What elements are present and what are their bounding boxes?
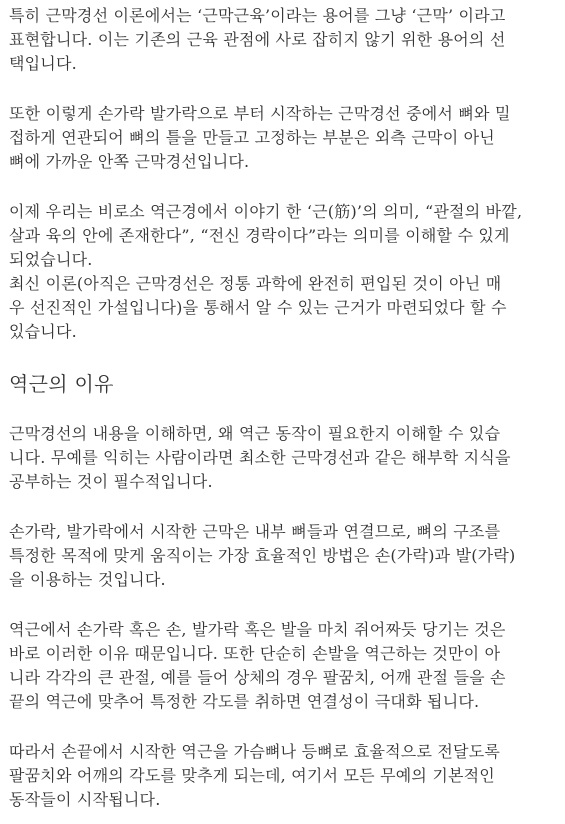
text-line: 니라 각각의 큰 관절, 예를 들어 상체의 경우 팔꿈치, 어깨 관절 들을 손 xyxy=(9,668,506,687)
paragraph-meaning-of-geun xyxy=(9,200,548,272)
text-line: 바로 이러한 이유 때문입니다. 또한 단순히 손발을 역근하는 것만이 아 xyxy=(9,644,501,663)
text-line: 표현합니다. 이는 기존의 근육 관점에 사로 잡히지 않기 위한 용어의 선 xyxy=(9,30,506,49)
text-line: 최신 이론(아직은 근막경선은 정통 과학에 완전히 편입된 것이 아닌 매 xyxy=(9,274,502,293)
text-line: 특히 근막경선 이론에서는 ‘근막근육’이라는 용어를 그냥 ‘근막’ 이라고 xyxy=(9,6,506,25)
text-line: 우 선진적인 가설입니다)을 통해서 알 수 있는 근거가 마련되었다 할 수 xyxy=(9,298,507,317)
text-line: 역근에서 손가락 혹은 손, 발가락 혹은 발을 마치 쥐어짜듯 당기는 것은 xyxy=(9,620,506,639)
text-line: 손가락, 발가락에서 시작한 근막은 내부 뼈들과 연결므로, 뼈의 구조를 xyxy=(9,522,501,541)
text-line: 을 이용하는 것입니다. xyxy=(9,570,166,589)
text-line: 택입니다. xyxy=(9,54,77,73)
text-line: 되었습니다. xyxy=(9,250,93,269)
text-line: 또한 이렇게 손가락 발가락으로 부터 시작하는 근막경선 중에서 뼈와 밀 xyxy=(9,104,511,123)
text-line: 살과 육의 안에 존재한다”, “전신 경락이다”라는 의미를 이해할 수 있게 xyxy=(9,226,510,245)
paragraph-conclusion xyxy=(9,740,548,812)
text-line: 공부하는 것이 필수적입니다. xyxy=(9,472,213,491)
paragraph-fingers-toes xyxy=(9,520,548,592)
paragraph-why-needed xyxy=(9,422,548,494)
section-heading: 역근의 이유 xyxy=(9,372,114,396)
paragraph-latest-theory xyxy=(9,272,548,344)
text-line: 뼈에 가까운 안쪽 근막경선입니다. xyxy=(9,152,250,171)
text-line: 동작들이 시작됩니다. xyxy=(9,790,161,809)
text-line: 접하게 연관되어 뼈의 틀을 만들고 고정하는 부분은 외측 근막이 아닌 xyxy=(9,128,495,147)
paragraph-fascia-term xyxy=(9,0,548,76)
text-line: 니다. 무예를 익히는 사람이라면 최소한 근막경선과 같은 해부학 지식을 xyxy=(9,448,511,467)
paragraph-squeeze-reason xyxy=(9,618,548,714)
paragraph-inner-fascia xyxy=(9,102,548,174)
text-line: 따라서 손끝에서 시작한 역근을 가슴뼈나 등뼈로 효율적으로 전달도록 xyxy=(9,742,501,761)
text-line: 있습니다. xyxy=(9,322,77,341)
text-line: 끝의 역근에 맞추어 특정한 각도를 취하면 연결성이 극대화 됩니다. xyxy=(9,692,480,711)
text-line: 특정한 목적에 맞게 움직이는 가장 효율적인 방법은 손(가락)과 발(가락) xyxy=(9,546,516,565)
text-line: 근막경선의 내용을 이해하면, 왜 역근 동작이 필요한지 이해할 수 있습 xyxy=(9,424,501,443)
text-line: 이제 우리는 비로소 역근경에서 이야기 한 ‘근(筋)’의 의미, “관절의 바깥, xyxy=(9,202,523,221)
text-line: 팔꿈치와 어깨의 각도를 맞추게 되는데, 여기서 모든 무예의 기본적인 xyxy=(9,766,495,785)
